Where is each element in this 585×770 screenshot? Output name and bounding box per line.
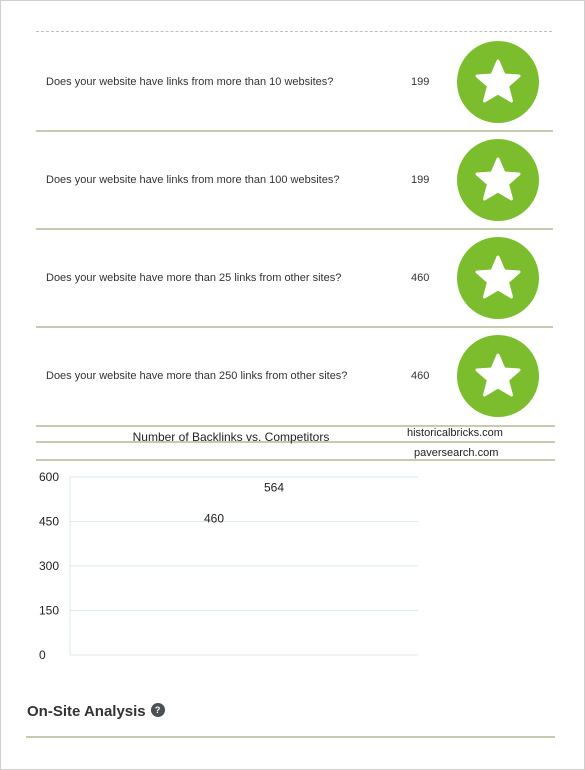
check-question: Does your website have more than 25 links from other sites?	[46, 272, 342, 284]
check-question: Does your website have links from more than 10 websites?	[46, 76, 334, 88]
check-row	[36, 132, 553, 230]
legend-item: historicalbricks.com	[407, 427, 503, 439]
legend-item: paversearch.com	[414, 447, 499, 459]
backlinks-chart	[0, 465, 430, 665]
check-value: 199	[411, 174, 430, 186]
star-icon	[457, 237, 539, 319]
check-value: 460	[411, 272, 430, 284]
data-label: 564	[263, 480, 285, 495]
chart-title: Number of Backlinks vs. Competitors	[132, 430, 330, 444]
y-tick-label: 450	[39, 514, 60, 529]
section-divider	[26, 736, 555, 738]
y-tick-label: 300	[39, 559, 60, 573]
section-title	[27, 703, 165, 720]
check-question: Does your website have links from more than 100 websites?	[46, 174, 340, 186]
star-icon	[457, 335, 539, 417]
data-label: 460	[203, 511, 225, 526]
section-title-text: On-Site Analysis	[27, 703, 146, 720]
y-tick-label: 0	[39, 648, 46, 662]
check-question: Does your website have more than 250 links from other sites?	[46, 370, 348, 382]
check-value: 460	[411, 370, 430, 382]
check-row	[36, 230, 553, 328]
y-tick-label: 600	[39, 470, 60, 484]
star-icon	[457, 41, 539, 123]
star-icon	[457, 139, 539, 221]
help-icon[interactable]: ?	[151, 703, 165, 717]
chart-divider	[36, 459, 555, 461]
check-row	[36, 328, 553, 424]
check-value: 199	[411, 76, 430, 88]
check-row	[36, 34, 553, 132]
dashed-divider	[36, 31, 552, 32]
y-tick-label: 150	[39, 603, 60, 618]
